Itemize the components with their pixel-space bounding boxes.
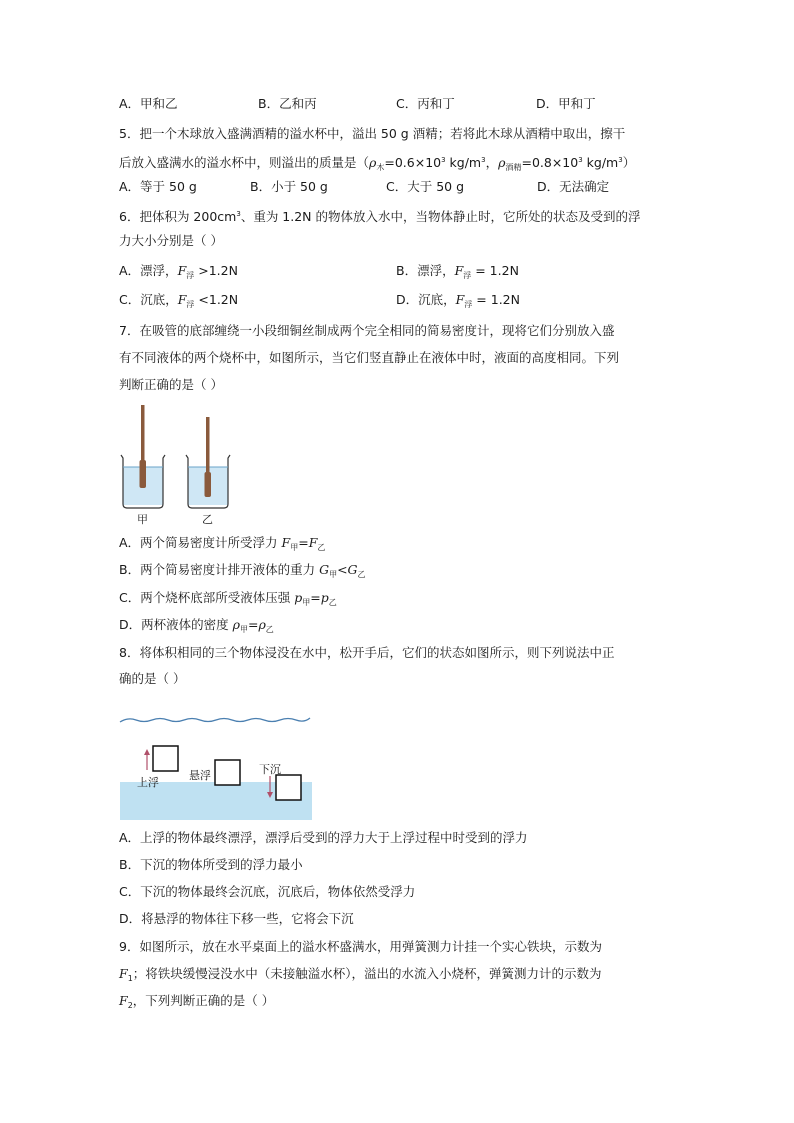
force-symbol: F bbox=[177, 292, 187, 307]
suspended-block bbox=[215, 760, 240, 785]
rho-alcohol-exp: 3 bbox=[578, 156, 583, 164]
q5-option-d: D．无法确定 bbox=[537, 179, 610, 194]
q7-option-a bbox=[119, 535, 325, 556]
q6-option-c-text: C．沉底， bbox=[119, 292, 178, 307]
q8-option-a: A．上浮的物体最终漂浮，漂浮后受到的浮力大于上浮过程中时受到的浮力 bbox=[119, 830, 528, 845]
q6-stem-line2: 力大小分别是（ ） bbox=[119, 233, 223, 248]
beaker-label-yi: 乙 bbox=[202, 513, 213, 526]
water-surface-wave bbox=[120, 718, 310, 722]
gravity-symbol: G bbox=[319, 562, 330, 577]
rho-wood-unit: kg/m bbox=[445, 155, 482, 170]
q5-option-a: A．等于 50 g bbox=[119, 179, 197, 194]
force-symbol: F bbox=[455, 292, 465, 307]
copper-wire-left bbox=[140, 460, 147, 488]
q8-stem-line1: 8．将体积相同的三个物体浸没在水中，松开手后，它们的状态如图所示，则下列说法中正 bbox=[119, 645, 615, 660]
q9-stem-line3 bbox=[119, 993, 274, 1014]
q5-stem-prefix: 后放入盛满水的溢水杯中，则溢出的质量是（ bbox=[119, 155, 370, 170]
relation: <G bbox=[337, 562, 358, 577]
q4-option-c: C．丙和丁 bbox=[396, 96, 455, 111]
q6-stem-line1 bbox=[119, 206, 641, 225]
q6-option-d bbox=[396, 292, 520, 313]
force-f1-sub: 1 bbox=[127, 974, 133, 983]
sub-yi: 乙 bbox=[357, 570, 366, 579]
q9-stem-line1: 9．如图所示，放在水平桌面上的溢水杯盛满水，用弹簧测力计挂一个实心铁块，示数为 bbox=[119, 939, 602, 954]
sub-jia: 甲 bbox=[302, 598, 311, 607]
q7-stem-line3: 判断正确的是（ ） bbox=[119, 377, 223, 392]
density-symbol: ρ bbox=[232, 617, 240, 632]
q5-option-b: B．小于 50 g bbox=[250, 179, 328, 194]
relation: =F bbox=[298, 535, 318, 550]
rho-wood-sub: 木 bbox=[376, 163, 385, 172]
label-rising: 上浮 bbox=[137, 776, 159, 789]
label-suspended: 悬浮 bbox=[189, 769, 211, 782]
q6-stem-b: 、重为 1.2N 的物体放入水中，当物体静止时，它所处的状态及受到的浮 bbox=[240, 209, 641, 224]
q5-stem-line1: 5．把一个木球放入盛满酒精的溢水杯中，溢出 50 g 酒精；若将此木球从酒精中取出，擦干 bbox=[119, 126, 626, 141]
sub-jia: 甲 bbox=[329, 570, 338, 579]
q6-option-a-relation: >1.2N bbox=[194, 263, 238, 278]
rho-wood-unit-exp: 3 bbox=[481, 156, 486, 164]
q7-option-b-text: B．两个简易密度计排开液体的重力 bbox=[119, 562, 320, 577]
rho-alcohol-value: =0.8×10 bbox=[521, 155, 579, 170]
q6-option-b-text: B．漂浮， bbox=[396, 263, 455, 278]
beaker-left bbox=[121, 405, 165, 508]
q6-option-b bbox=[396, 263, 519, 284]
q6-volume-exp: 3 bbox=[236, 210, 241, 218]
force-symbol: F bbox=[281, 535, 291, 550]
q6-option-d-relation: = 1.2N bbox=[472, 292, 520, 307]
relation: =p bbox=[310, 590, 329, 605]
sub-yi: 乙 bbox=[328, 598, 337, 607]
sub-yi: 乙 bbox=[317, 543, 326, 552]
q7-option-d bbox=[119, 617, 274, 638]
copper-wire-right bbox=[205, 472, 212, 497]
q8-option-b: B．下沉的物体所受到的浮力最小 bbox=[119, 857, 303, 872]
force-symbol: F bbox=[177, 263, 187, 278]
q6-option-a-text: A．漂浮， bbox=[119, 263, 178, 278]
rho-alcohol-unit-exp: 3 bbox=[618, 156, 623, 164]
q8-option-d: D．将悬浮的物体往下移一些，它将会下沉 bbox=[119, 911, 354, 926]
force-sub: 浮 bbox=[463, 271, 472, 280]
force-f2-symbol: F bbox=[119, 993, 128, 1008]
q8-stem-line2: 确的是（ ） bbox=[119, 671, 186, 686]
q7-option-c-text: C．两个烧杯底部所受液体压强 bbox=[119, 590, 295, 605]
q7-stem-line1: 7．在吸管的底部缠绕一小段细铜丝制成两个完全相同的简易密度计，现将它们分别放入盛 bbox=[119, 323, 615, 338]
q5-stem-line2 bbox=[119, 152, 635, 176]
q6-option-d-text: D．沉底， bbox=[396, 292, 456, 307]
q4-option-b: B．乙和丙 bbox=[258, 96, 317, 111]
beaker-label-jia: 甲 bbox=[137, 513, 148, 526]
force-f1-symbol: F bbox=[119, 966, 128, 981]
rising-block bbox=[153, 746, 178, 771]
sinking-block bbox=[276, 775, 301, 800]
q7-option-c bbox=[119, 590, 337, 611]
force-sub: 浮 bbox=[464, 300, 473, 309]
sub-jia: 甲 bbox=[239, 625, 248, 634]
label-sinking: 下沉 bbox=[259, 763, 281, 776]
force-sub: 浮 bbox=[186, 300, 195, 309]
q6-option-a bbox=[119, 263, 238, 284]
beaker-right bbox=[186, 417, 230, 508]
q9-stem-line3-text: ，下列判断正确的是（ ） bbox=[132, 993, 275, 1008]
force-sub: 浮 bbox=[186, 271, 195, 280]
rho-alcohol-unit: kg/m bbox=[582, 155, 619, 170]
rho-wood-symbol: ρ bbox=[369, 155, 377, 170]
q7-option-a-text: A．两个简易密度计所受浮力 bbox=[119, 535, 282, 550]
q9-stem-line2 bbox=[119, 966, 602, 987]
q7-option-b bbox=[119, 562, 366, 583]
rho-wood-exp: 3 bbox=[441, 156, 446, 164]
q4-option-d: D．甲和丁 bbox=[536, 96, 596, 111]
close-paren: ） bbox=[622, 155, 636, 170]
rho-alcohol-symbol: ρ bbox=[498, 155, 506, 170]
buoyancy-figure bbox=[118, 708, 314, 820]
rho-alcohol-sub: 酒精 bbox=[505, 163, 522, 172]
q9-stem-line2-text: ；将铁块缓慢浸没水中（未接触溢水杯），溢出的水流入小烧杯，弹簧测力计的示数为 bbox=[132, 966, 602, 981]
q8-option-c: C．下沉的物体最终会沉底，沉底后，物体依然受浮力 bbox=[119, 884, 416, 899]
pressure-symbol: p bbox=[294, 590, 303, 605]
hydrometer-figure bbox=[115, 400, 245, 525]
q6-stem-a: 6．把体积为 200cm bbox=[119, 209, 237, 224]
sub-jia: 甲 bbox=[290, 543, 299, 552]
separator: ， bbox=[485, 155, 499, 170]
q4-option-a: A．甲和乙 bbox=[119, 96, 178, 111]
force-symbol: F bbox=[454, 263, 464, 278]
q6-option-b-relation: = 1.2N bbox=[471, 263, 519, 278]
q6-option-c-relation: <1.2N bbox=[194, 292, 239, 307]
q7-stem-line2: 有不同液体的两个烧杯中，如图所示，当它们竖直静止在液体中时，液面的高度相同。下列 bbox=[119, 350, 620, 365]
force-f2-sub: 2 bbox=[127, 1001, 133, 1010]
q6-option-c bbox=[119, 292, 238, 313]
q7-option-d-text: D．两杯液体的密度 bbox=[119, 617, 233, 632]
q5-option-c: C．大于 50 g bbox=[386, 179, 465, 194]
sub-yi: 乙 bbox=[265, 625, 274, 634]
relation: =ρ bbox=[247, 617, 266, 632]
rho-wood-value: =0.6×10 bbox=[384, 155, 442, 170]
